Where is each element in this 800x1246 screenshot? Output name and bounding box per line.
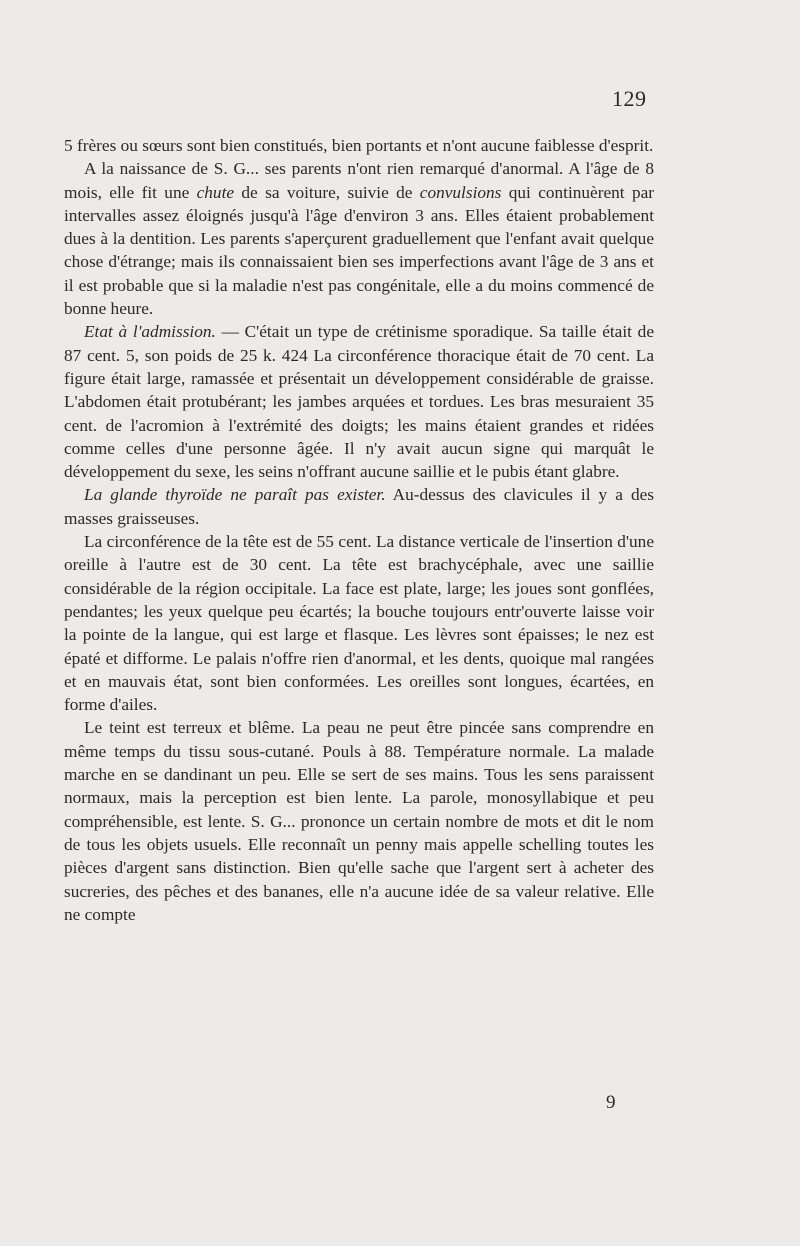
birth-text-a: A la naissance de S. G... ses parents n'ont rien remarqué d'anormal. A l'âge de 8 mois, elle fit une <box>64 159 654 202</box>
body-text <box>64 134 654 926</box>
thyroid-heading: La glande thyroïde ne paraît pas exister. <box>84 485 386 505</box>
birth-text-c: qui continuèrent par intervalles assez éloignés jusqu'à l'âge d'environ 3 ans. Elles étaient probablement dues à la dentition. Les parents s'aperçurent graduellement que l'enfant avait quelque chose d'étrange; mais ils connaissaient bien ses imperfections avant l'âge de 3 ans et il est probable que si la maladie n'est pas congénitale, elle a du moins commencé de bonne heure. <box>64 182 655 319</box>
thyroid-text: Au-dessus des clavicules il y a des masses graisseuses. <box>64 485 654 528</box>
signature-mark: 9 <box>606 1092 616 1113</box>
paragraph-head: La circonférence de la tête est de 55 cent. La distance verticale de l'insertion d'une oreille à l'autre est de 30 cent. La tête est brachycéphale, avec une saillie considérable de la région occipitale. La face est plate, large; les joues sont gonflées, pendantes; les yeux quelque peu écartés; la bouche toujours entr'ouverte laisse voir la pointe de la langue, qui est large et flasque. Les lèvres sont épaisses; le nez est épaté et difforme. Le palais n'offre rien d'anormal, et les dents, quoique mal rangées et en mauvais état, sont bien conformées. Les oreilles sont longues, écartées, en forme d'ailes. <box>64 532 654 715</box>
page-number: 129 <box>612 86 647 111</box>
birth-italic-chute: chute <box>196 182 235 202</box>
admission-heading: Etat à l'admission. <box>84 322 216 342</box>
birth-text-b: de sa voiture, suivie de <box>234 182 420 202</box>
paragraph-family: 5 frères ou sœurs sont bien constitués, bien portants et n'ont aucune faiblesse d'esprit. <box>64 136 654 155</box>
paragraph-admission <box>64 320 654 483</box>
birth-italic-convulsions: convulsions <box>419 182 502 202</box>
paragraph-complexion: Le teint est terreux et blême. La peau ne peut être pincée sans comprendre en même temps du tissu sous-cutané. Pouls à 88. Température normale. La malade marche en se dandinant un peu. Elle se sert de ses mains. Tous les sens paraissent normaux, mais la perception est bien lente. La parole, monosyllabique et peu compréhensible, est lente. S. G... prononce un certain nombre de mots et dit le nom de tous les objets usuels. Elle reconnaît un penny mais appelle schelling toutes les pièces d'argent sans distinction. Bien qu'elle sache que l'argent sert à acheter des sucreries, des pêches et des bananes, elle n'a aucune idée de sa valeur relative. Elle ne compte <box>64 718 654 924</box>
admission-text: — C'était un type de crétinisme sporadique. Sa taille était de 87 cent. 5, son poids de 25 k. 424 La circonférence thoracique était de 70 cent. La figure était large, ramassée et présentait un développement considérable de graisse. L'abdomen était protubérant; les jambes arquées et tordues. Les bras mesuraient 35 cent. de l'acromion à l'extrémité des doigts; les mains étaient grandes et ridées comme celles d'une personne âgée. Il n'y avait aucun signe qui marquât le développement du sexe, les seins n'offrant aucune saillie et le pubis étant glabre. <box>64 322 654 482</box>
paragraph-thyroid <box>64 483 654 530</box>
paragraph-birth <box>64 157 654 320</box>
